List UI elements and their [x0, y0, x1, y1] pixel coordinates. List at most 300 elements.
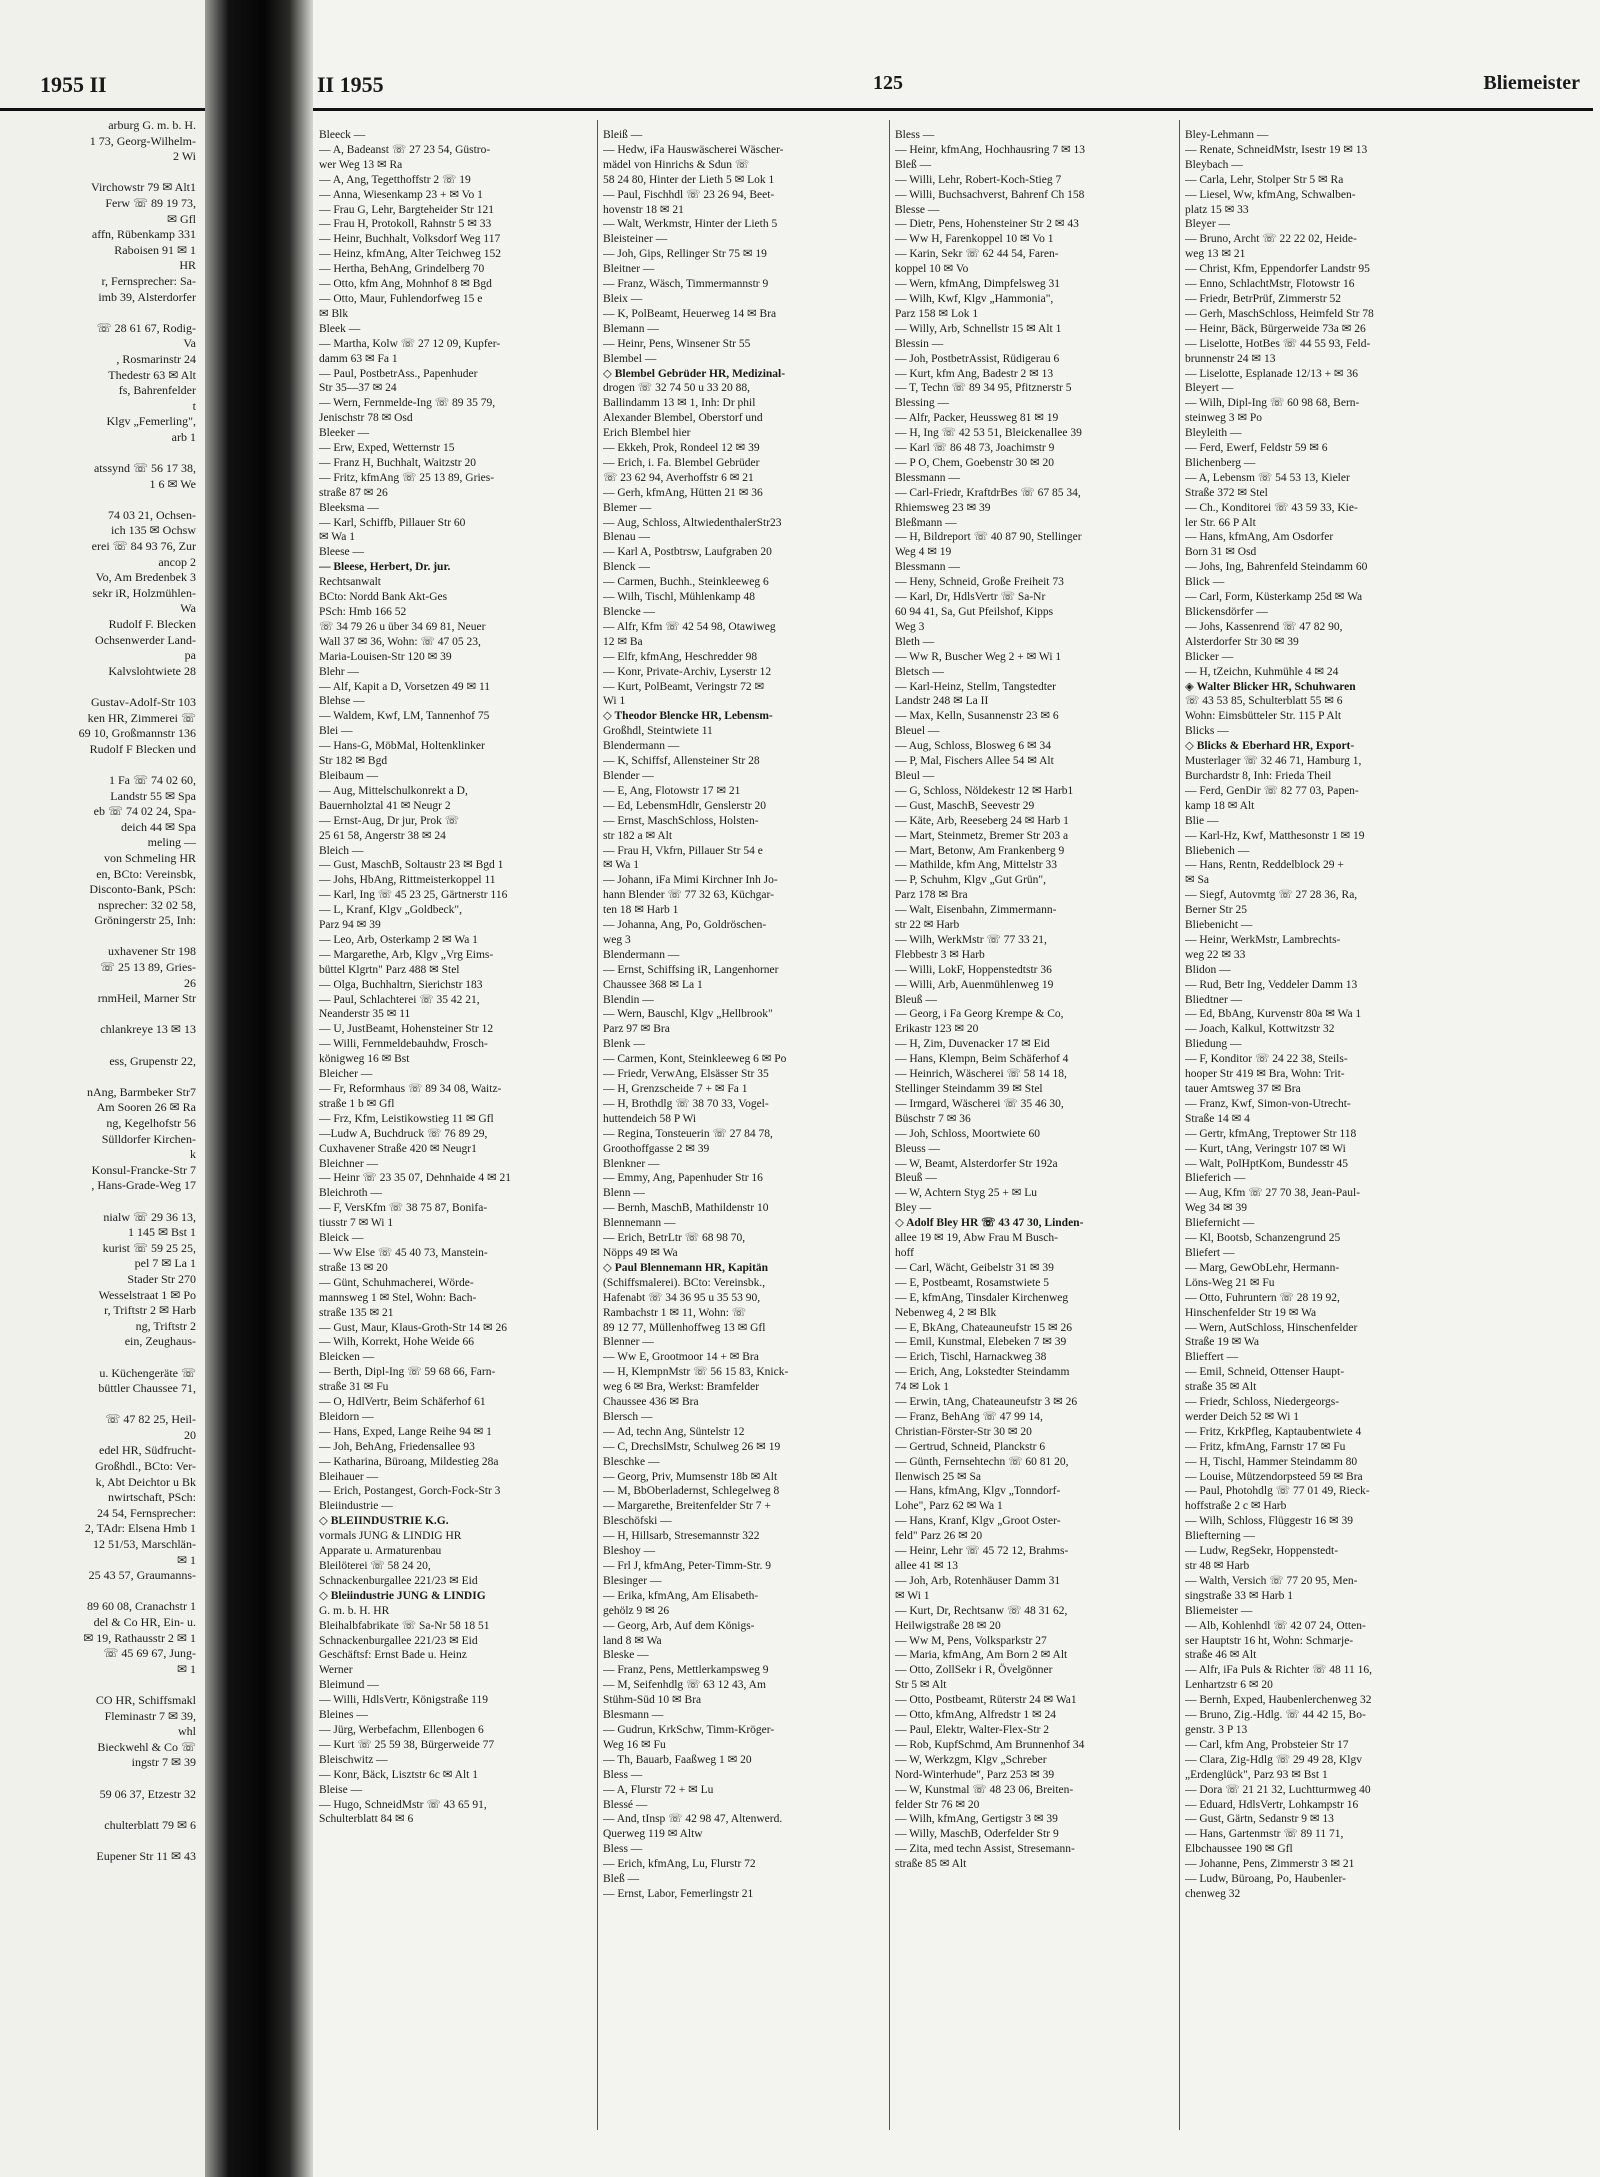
directory-entry-line: Bleth — [895, 635, 935, 648]
directory-entry-line: Fleminastr 7 ✉ 39, [104, 1708, 196, 1723]
directory-entry-line: ☏ 43 53 85, Schulterblatt 55 ✉ 6 [1185, 695, 1343, 708]
directory-entry-line: ken HR, Zimmerei ☏ [87, 710, 196, 725]
directory-entry-line: drogen ☏ 32 74 50 u 33 20 88, [603, 382, 750, 395]
directory-entry-line: uxhavener Str 198 [108, 944, 196, 959]
directory-entry-line: — Emmy, Ang, Papenhuder Str 16 [603, 1172, 763, 1185]
directory-entry-line: ◇ Adolf Bley HR ☏ 43 47 30, Linden- [895, 1217, 1084, 1230]
directory-entry-line: Bleicken — [319, 1351, 375, 1364]
directory-entry-line: — W, Beamt, Alsterdorfer Str 192a [895, 1157, 1058, 1170]
directory-entry-line: Blidon — [1185, 963, 1231, 976]
directory-entry-line: Blesse — [895, 203, 940, 216]
directory-entry-line: imb 39, Alsterdorfer [98, 289, 196, 304]
book-gutter [205, 0, 313, 2177]
directory-entry-line: deich 44 ✉ Spa [120, 819, 196, 834]
directory-entry-line: Blenau — [603, 531, 650, 544]
directory-entry-line: — Mathilde, kfm Ang, Mittelstr 33 [895, 859, 1057, 872]
directory-entry-line: wer Weg 13 ✉ Ra [319, 158, 403, 171]
directory-entry-line: straße 46 ✉ Alt [1185, 1649, 1257, 1662]
directory-entry-line: Stühm-Süd 10 ✉ Bra [603, 1694, 702, 1707]
directory-entry-line: — H, Brothdlg ☏ 38 70 33, Vogel- [603, 1097, 769, 1110]
directory-entry-line: Burchardstr 8, Inh: Frieda Theil [1185, 769, 1332, 782]
right-page-header-left: II 1955 [317, 72, 384, 97]
directory-entry-line: Lenhartzstr 6 ✉ 20 [1185, 1679, 1273, 1692]
directory-entry-line: — W, Werkzgm, Klgv „Schreber [895, 1753, 1047, 1766]
directory-entry-line: Musterlager ☏ 32 46 71, Hamburg 1, [1185, 755, 1362, 768]
directory-entry-line: — Frau H, Protokoll, Rahnstr 5 ✉ 33 [319, 218, 492, 231]
directory-entry-line: — Hans, Klempn, Beim Schäferhof 4 [895, 1053, 1069, 1066]
directory-entry-line: — Irmgard, Wäscherei ☏ 35 46 30, [895, 1097, 1064, 1110]
directory-entry-line: Bliebenicht — [1185, 919, 1253, 932]
directory-entry-line: Bauernholztal 41 ✉ Neugr 2 [319, 799, 451, 812]
directory-entry-line: Wesselstraat 1 ✉ Po [98, 1287, 196, 1302]
directory-entry-line: — Fritz, KrkPfleg, Kaptaubentwiete 4 [1185, 1425, 1362, 1438]
directory-entry-line: Blendin — [603, 993, 654, 1006]
directory-entry-line: Bleuß — [895, 1172, 937, 1185]
directory-entry-line: Rechtsanwalt [319, 576, 381, 589]
directory-entry-line: 74 03 21, Ochsen- [108, 507, 196, 522]
directory-entry-line: Bliefterning — [1185, 1530, 1255, 1543]
directory-entry-line: Bleeck — [319, 129, 366, 141]
directory-entry-line: nialw ☏ 29 36 13, [103, 1209, 196, 1224]
directory-entry-line: — H, Ing ☏ 42 53 51, Bleickenallee 39 [895, 427, 1082, 440]
directory-entry-line: — Erwin, tAng, Chateauneufstr 3 ✉ 26 [895, 1396, 1078, 1409]
directory-entry-line: 12 51/53, Marschlän- [93, 1537, 196, 1552]
directory-entry-line: 89 60 08, Cranachstr 1 [87, 1599, 196, 1614]
directory-entry-line: hoff [895, 1246, 914, 1259]
directory-entry-line: Bleeksma — [319, 501, 379, 514]
directory-entry-line: Büschstr 7 ✉ 36 [895, 1112, 971, 1125]
directory-entry-line: — Johanne, Pens, Zimmerstr 3 ✉ 21 [1185, 1858, 1355, 1871]
directory-entry-line: straße 31 ✉ Fu [319, 1381, 389, 1394]
directory-entry-line: — Gust, Maur, Klaus-Groth-Str 14 ✉ 26 [319, 1321, 508, 1334]
directory-entry-line: ✉ 1 [176, 1661, 196, 1676]
directory-entry-line [0, 757, 200, 773]
directory-entry-line: — Otto, ZollSekr i R, Övelgönner [895, 1664, 1053, 1677]
directory-entry-line: Blenkner — [603, 1157, 660, 1170]
directory-entry-line: — Heinr, Buchhalt, Volksdorf Weg 117 [319, 233, 501, 246]
directory-entry-line: Blessing — [895, 397, 949, 410]
directory-entry-line: — E, Postbeamt, Rosamstwiete 5 [895, 1276, 1049, 1289]
directory-entry-line: Parz 178 ✉ Bra [895, 889, 968, 902]
directory-entry-line: Maria-Louisen-Str 120 ✉ 39 [319, 650, 452, 663]
directory-entry-line: hoffstraße 2 c ✉ Harb [1185, 1500, 1287, 1513]
directory-entry-line: Bleß — [603, 1873, 640, 1886]
directory-entry-line: Weg 34 ✉ 39 [1185, 1202, 1248, 1215]
directory-entry-line: — Hans, Kranf, Klgv „Groot Oster- [895, 1515, 1061, 1528]
directory-entry-line: ◈ Walter Blicker HR, Schuhwaren [1185, 680, 1356, 693]
directory-entry-line: Blender — [603, 769, 654, 782]
directory-entry-line: ◇ BLEIINDUSTRIE K.G. [319, 1515, 449, 1528]
directory-entry-line: ☏ 45 69 67, Jung- [103, 1646, 196, 1661]
directory-entry-line: Stellinger Steindamm 39 ✉ Stel [895, 1083, 1043, 1095]
directory-entry-line: k, Abt Deichtor u Bk [95, 1474, 196, 1489]
directory-entry-line: Querweg 119 ✉ Altw [603, 1828, 703, 1841]
directory-entry-line: — Siegf, Autovmtg ☏ 27 28 36, Ra, [1185, 889, 1358, 902]
directory-entry-line: — Kurt, tAng, Veringstr 107 ✉ Wi [1185, 1142, 1346, 1155]
directory-entry-line: brunnenstr 24 ✉ 13 [1185, 352, 1276, 365]
directory-entry-line: — A, Badeanst ☏ 27 23 54, Güstro- [319, 143, 491, 156]
directory-entry-line: — H, tZeichn, Kuhmühle 4 ✉ 24 [1185, 665, 1339, 678]
directory-entry-line: — Hans, Rentn, Reddelblock 29 + [1185, 859, 1344, 872]
directory-entry-line: erei ☏ 84 93 76, Zur [91, 539, 196, 554]
directory-entry-line: — Wilh, Korrekt, Hohe Weide 66 [319, 1336, 475, 1349]
directory-entry-line: 69 10, Großmannstr 136 [78, 726, 196, 741]
directory-entry-line: — Aug, Schloss, Blosweg 6 ✉ 34 [895, 740, 1051, 753]
directory-entry-line: 2 Wi [173, 149, 196, 164]
directory-entry-line: 1 145 ✉ Bst 1 [127, 1225, 196, 1240]
directory-entry-line: edel HR, Südfrucht- [99, 1443, 196, 1458]
directory-entry-line: Parz 158 ✉ Lok 1 [895, 307, 979, 320]
directory-entry-line: 25 43 57, Graumanns- [88, 1568, 196, 1583]
directory-entry-line: Blessin — [895, 337, 944, 350]
directory-entry-line: — Willi, Lehr, Robert-Koch-Stieg 7 [895, 173, 1062, 186]
directory-entry-line: Bleihauer — [319, 1470, 379, 1483]
directory-entry-line: Blessmann — [895, 561, 960, 574]
directory-entry-line: PSch: Hmb 166 52 [319, 606, 407, 618]
directory-entry-line: Bleßmann — [895, 516, 957, 529]
directory-entry-line: Bley — [895, 1202, 932, 1215]
directory-entry-line: Ilenwisch 25 ✉ Sa [895, 1470, 981, 1483]
directory-entry-line: Bleyleith — [1185, 427, 1242, 440]
directory-entry-line: — Franz, Kwf, Simon-von-Utrecht- [1185, 1097, 1351, 1110]
directory-entry-line: büttel Klgrtn" Parz 488 ✉ Stel [319, 963, 460, 976]
directory-entry-line: huttendeich 58 P Wi [603, 1112, 697, 1125]
directory-entry-line: ng, Triftstr 2 [135, 1318, 196, 1333]
directory-entry-line: — Jürg, Werbefachm, Ellenbogen 6 [319, 1723, 484, 1736]
directory-entry-line: — Zita, med techn Assist, Stresemann- [895, 1843, 1075, 1856]
page-number: 125 [873, 72, 903, 94]
directory-entry-line: ✉ Wi 1 [895, 1589, 930, 1602]
directory-entry-line: Landstr 55 ✉ Spa [110, 788, 196, 803]
directory-entry-line [0, 929, 200, 945]
directory-entry-line: — Karl A, Postbtrsw, Laufgraben 20 [603, 546, 772, 559]
directory-entry-line: — Erich, i. Fa. Blembel Gebrüder [603, 456, 760, 469]
directory-entry-line: Bleick — [319, 1232, 364, 1245]
directory-entry-line: — Erika, kfmAng, Am Elisabeth- [603, 1589, 759, 1602]
directory-entry-line: — Ww R, Buscher Weg 2 + ✉ Wi 1 [895, 650, 1062, 663]
directory-entry-line: Blie — [1185, 814, 1219, 827]
directory-entry-line: — Carl, Wächt, Geibelstr 31 ✉ 39 [895, 1261, 1054, 1274]
directory-entry-line: Groothoffgasse 2 ✉ 39 [603, 1142, 710, 1155]
directory-entry-line: — Heinr, WerkMstr, Lambrechts- [1185, 933, 1341, 946]
directory-entry-line [0, 1069, 200, 1085]
directory-entry-line: Bieckwehl & Co ☏ [97, 1739, 196, 1754]
directory-entry-line: Bleihalbfabrikate ☏ Sa-Nr 58 18 51 [319, 1619, 490, 1632]
directory-entry-line: Blessé — [603, 1798, 648, 1811]
directory-entry-line: — Hans, Exped, Lange Reihe 94 ✉ 1 [319, 1425, 492, 1438]
directory-entry-line: Chaussee 368 ✉ La 1 [603, 978, 703, 991]
directory-entry-line: Heilwigstraße 28 ✉ 20 [895, 1619, 1001, 1632]
directory-entry-line [0, 1802, 200, 1818]
directory-entry-line: — Johanna, Ang, Po, Goldröschen- [603, 919, 767, 932]
directory-entry-line: pel 7 ✉ La 1 [134, 1256, 196, 1271]
directory-entry-line: Neanderstr 35 ✉ 11 [319, 1008, 411, 1021]
directory-entry-line: — Karl, Ing ☏ 45 23 25, Gärtnerstr 116 [319, 889, 508, 902]
directory-entry-line: — Margarethe, Breitenfelder Str 7 + [603, 1500, 771, 1513]
directory-entry-line: — Friedr, BetrPrüf, Zimmerstr 52 [1185, 292, 1342, 305]
directory-entry-line: — L, Kranf, Klgv „Goldbeck", [319, 904, 462, 917]
directory-entry-line: 1 73, Georg-Wilhelm- [89, 133, 196, 148]
directory-entry-line: Hafenabt ☏ 34 36 95 u 35 53 90, [603, 1291, 761, 1304]
directory-entry-line: steinweg 3 ✉ Po [1185, 412, 1263, 425]
directory-entry-line: Bleitner — [603, 263, 655, 276]
directory-entry-line: — Paul, Elektr, Walter-Flex-Str 2 [895, 1723, 1050, 1736]
directory-entry-line: straße 13 ✉ 20 [319, 1261, 388, 1274]
directory-entry-line: ess, Grupenstr 22, [109, 1053, 196, 1068]
directory-entry-line: weg 22 ✉ 33 [1185, 948, 1246, 961]
directory-entry-line [0, 679, 200, 695]
directory-entry-line: — Aug, Mittelschulkonrekt a D, [319, 784, 468, 797]
directory-entry-line: feld" Parz 26 ✉ 20 [895, 1530, 983, 1543]
directory-entry-line: — Karl ☏ 86 48 73, Joachimstr 9 [895, 442, 1055, 455]
directory-entry-line: Rudolf F Blecken und [89, 741, 196, 756]
directory-entry-line: — Ww H, Farenkoppel 10 ✉ Vo 1 [895, 233, 1054, 246]
directory-entry-line: — P O, Chem, Goebenstr 30 ✉ 20 [895, 456, 1055, 469]
directory-entry-line: — F, Konditor ☏ 24 22 38, Steils- [1185, 1053, 1348, 1066]
directory-entry-line: — Max, Kelln, Susannenstr 23 ✉ 6 [895, 710, 1059, 723]
left-header-rule [0, 108, 205, 111]
directory-entry-line: — H, Tischl, Hammer Steindamm 80 [1185, 1455, 1358, 1468]
directory-entry-line: Str 5 ✉ Alt [895, 1679, 947, 1692]
directory-entry-line: Blessmann — [895, 471, 960, 484]
directory-column-1 [319, 128, 587, 2133]
directory-entry-line: — Ludw, RegSekr, Hoppenstedt- [1185, 1545, 1339, 1558]
directory-entry-line: Schnackenburgallee 221/23 ✉ Eid [319, 1634, 478, 1647]
directory-entry-line: Schnackenburgallee 221/23 ✉ Eid [319, 1574, 478, 1587]
directory-entry-line: arb 1 [171, 429, 196, 444]
directory-entry-line: — O, HdlVertr, Beim Schäferhof 61 [319, 1396, 486, 1409]
directory-entry-line: Lohe", Parz 62 ✉ Wa 1 [895, 1500, 1003, 1513]
directory-entry-line: Kalvslohtwiete 28 [108, 663, 196, 678]
directory-entry-line: Klgv „Femerling", [106, 414, 196, 429]
directory-entry-line: arburg G. m. b. H. [108, 118, 196, 132]
directory-entry-line: Blennemann — [603, 1217, 676, 1230]
directory-entry-line: Bleek — [319, 322, 361, 335]
directory-entry-line: — Joh, Gips, Rellinger Str 75 ✉ 19 [603, 248, 767, 261]
directory-entry-line: — Gust, Gärtn, Sedanstr 9 ✉ 13 [1185, 1813, 1334, 1826]
directory-entry-line: — Willy, Arb, Schnellstr 15 ✉ Alt 1 [895, 322, 1062, 335]
directory-entry-line: Bleybach — [1185, 158, 1243, 171]
directory-entry-line: straße 87 ✉ 26 [319, 486, 388, 499]
directory-entry-line: — Konr, Private-Archiv, Lyserstr 12 [603, 665, 772, 678]
directory-entry-line: ◇ Paul Blennemann HR, Kapitän [603, 1261, 769, 1274]
directory-entry-line: — Ernst-Aug, Dr jur, Prok ☏ [319, 814, 460, 827]
directory-entry-line: — Berth, Dipl-Ing ☏ 59 68 66, Farn- [319, 1366, 496, 1379]
directory-entry-line: Bleschke — [603, 1455, 660, 1468]
directory-entry-line: — Kurt, Dr, Rechtsanw ☏ 48 31 62, [895, 1604, 1068, 1617]
directory-entry-line: damm 63 ✉ Fa 1 [319, 352, 398, 365]
directory-entry-line: weg 3 [603, 933, 631, 946]
directory-entry-line: — Gust, MaschB, Soltaustr 23 ✉ Bgd 1 [319, 859, 504, 872]
directory-entry-line: k [190, 1147, 196, 1162]
directory-entry-line: — P, Mal, Fischers Allee 54 ✉ Alt [895, 755, 1054, 768]
directory-entry-line: — Wilh, Kwf, Klgv „Hammonia", [895, 292, 1054, 305]
directory-entry-line: Blencke — [603, 606, 656, 618]
directory-entry-line: weg 13 ✉ 21 [1185, 248, 1246, 261]
directory-entry-line: — Paul, Fischhdl ☏ 23 26 94, Beet- [603, 188, 775, 201]
directory-entry-line: Bliefernicht — [1185, 1217, 1255, 1230]
directory-entry-line: Vo, Am Bredenbek 3 [95, 570, 196, 585]
directory-entry-line: — Otto, Maur, Fuhlendorfweg 15 e [319, 292, 483, 305]
directory-entry-line: — Ww Else ☏ 45 40 73, Manstein- [319, 1246, 488, 1259]
directory-entry-line: affn, Rübenkamp 331 [91, 227, 196, 242]
directory-entry-line: Bleimund — [319, 1679, 379, 1692]
directory-entry-line: — M, BbOberladernst, Schlegelweg 8 [603, 1485, 780, 1498]
directory-entry-line: tauer Amtsweg 37 ✉ Bra [1185, 1083, 1301, 1095]
directory-entry-line: Blersch — [603, 1410, 653, 1423]
directory-entry-line: — Heinr, Pens, Winsener Str 55 [603, 337, 751, 350]
directory-entry-line: — H, Bildreport ☏ 40 87 90, Stellinger [895, 531, 1082, 544]
directory-entry-line: Bliefert — [1185, 1246, 1235, 1259]
directory-entry-line: — Heny, Schneid, Große Freiheit 73 [895, 576, 1064, 589]
directory-entry-line: G. m. b. H. HR [319, 1604, 390, 1617]
directory-entry-line [0, 1194, 200, 1210]
directory-entry-line: werder Deich 52 ✉ Wi 1 [1185, 1410, 1300, 1423]
directory-entry-line: Erich Blembel hier [603, 427, 691, 440]
directory-entry-line: — E, BkAng, Chateauneufstr 15 ✉ 26 [895, 1321, 1072, 1334]
directory-entry-line: Blendermann — [603, 740, 680, 753]
directory-entry-line: rnmHeil, Marner Str [97, 991, 196, 1006]
directory-entry-line: ten 18 ✉ Harb 1 [603, 904, 679, 917]
directory-entry-line: — Th, Bauarb, Faaßweg 1 ✉ 20 [603, 1753, 752, 1766]
directory-entry-line: — Heinrich, Wäscherei ☏ 58 14 18, [895, 1068, 1067, 1081]
directory-entry-line: del & Co HR, Ein- u. [93, 1615, 196, 1629]
directory-entry-line: genstr. 3 P 13 [1185, 1723, 1248, 1736]
directory-entry-line: Blicks — [1185, 725, 1229, 738]
directory-entry-line: — Willi, Buchsachverst, Bahrenf Ch 158 [895, 188, 1085, 201]
directory-entry-line: ingstr 7 ✉ 39 [131, 1755, 196, 1770]
directory-entry-line: Nebenweg 4, 2 ✉ Blk [895, 1306, 997, 1319]
directory-entry-line: — Georg, Arb, Auf dem Königs- [603, 1619, 755, 1632]
directory-entry-line: — Liselotte, Esplanade 12/13 + ✉ 36 [1185, 367, 1358, 380]
directory-entry-line: — Joh, Schloss, Moortwiete 60 [895, 1127, 1041, 1140]
directory-entry-line: CO HR, Schiffsmakl [95, 1692, 196, 1707]
directory-entry-line: — Ferd, Ewerf, Feldstr 59 ✉ 6 [1185, 442, 1328, 455]
directory-entry-line: ✉ 1 [176, 1552, 196, 1567]
directory-entry-line: — E, kfmAng, Tinsdaler Kirchenweg [895, 1291, 1069, 1304]
directory-entry-line: Bleshoy — [603, 1545, 656, 1558]
directory-entry-line: — Karl-Hz, Kwf, Matthesonstr 1 ✉ 19 [1185, 829, 1365, 842]
directory-entry-line: — Gudrun, KrkSchw, Timm-Kröger- [603, 1723, 775, 1736]
directory-entry-line: — Maria, kfmAng, Am Born 2 ✉ Alt [895, 1649, 1068, 1662]
directory-entry-line: Eupener Str 11 ✉ 43 [96, 1848, 196, 1863]
directory-entry-line: Bleul — [895, 769, 935, 782]
directory-entry-line: — Walth, Versich ☏ 77 20 95, Men- [1185, 1574, 1358, 1587]
directory-entry-line: — Carl, kfm Ang, Probsteier Str 17 [1185, 1738, 1349, 1751]
directory-entry-line: — Ad, techn Ang, Süntelstr 12 [603, 1425, 745, 1438]
directory-entry-line: Bletsch — [895, 665, 944, 678]
directory-entry-line: — A, Lebensm ☏ 54 53 13, Kieler [1185, 471, 1350, 484]
directory-entry-line: Gustav-Adolf-Str 103 [91, 694, 196, 709]
directory-entry-line: 1 6 ✉ We [149, 476, 196, 491]
directory-entry-line: Bliedtner — [1185, 993, 1243, 1006]
directory-entry-line: Rhiemsweg 23 ✉ 39 [895, 501, 991, 514]
directory-entry-line: — H, Grenzscheide 7 + ✉ Fa 1 [603, 1083, 748, 1095]
directory-entry-line: — M, Seifenhdlg ☏ 63 12 43, Am [603, 1679, 766, 1692]
directory-entry-line: chlankreye 13 ✉ 13 [100, 1022, 196, 1037]
directory-entry-line: büttler Chaussee 71, [98, 1381, 196, 1396]
directory-entry-line: — Paul, PostbetrAss., Papenhuder [319, 367, 478, 380]
directory-entry-line: Blieferich — [1185, 1172, 1246, 1185]
directory-entry-line: — And, tInsp ☏ 42 98 47, Altenwerd. [603, 1813, 783, 1826]
directory-entry-line: Bleibaum — [319, 769, 379, 782]
directory-entry-line: eb ☏ 74 02 24, Spa- [93, 804, 196, 819]
directory-entry-line: — H, Zim, Duvenacker 17 ✉ Eid [895, 1038, 1050, 1051]
directory-entry-line: Straße 19 ✉ Wa [1185, 1336, 1259, 1349]
directory-entry-line: Cuxhavener Straße 420 ✉ Neugr1 [319, 1142, 477, 1155]
directory-entry-line: ✉ 19, Rathausstr 2 ✉ 1 [83, 1630, 196, 1645]
directory-entry-line: — Otto, kfmAng, Alfredstr 1 ✉ 24 [895, 1709, 1057, 1722]
directory-entry-line: fs, Bahrenfelder [118, 383, 196, 398]
directory-entry-line: — Heinr ☏ 23 35 07, Dehnhaide 4 ✉ 21 [319, 1172, 512, 1185]
directory-entry-line: Blesinger — [603, 1574, 662, 1587]
directory-entry-line: — Erich, Tischl, Harnackweg 38 [895, 1351, 1047, 1364]
directory-entry-line [0, 492, 200, 508]
directory-entry-line: — Alfr, Kfm ☏ 42 54 98, Otawiweg [603, 620, 776, 633]
directory-entry-line: Blei — [319, 725, 353, 738]
directory-entry-line: Berner Str 25 [1185, 904, 1247, 917]
directory-entry-line: Ballindamm 13 ✉ 1, Inh: Dr phil [603, 397, 756, 410]
directory-entry-line: — Otto, Postbeamt, Rüterstr 24 ✉ Wa1 [895, 1694, 1077, 1707]
directory-entry-line [0, 165, 200, 181]
directory-entry-line [0, 1584, 200, 1600]
directory-entry-line: Thedestr 63 ✉ Alt [108, 367, 196, 382]
directory-entry-line: kurist ☏ 59 25 25, [102, 1240, 196, 1255]
directory-entry-line: Werner [319, 1664, 353, 1677]
directory-entry-line: — Ernst, Labor, Femerlingstr 21 [603, 1887, 754, 1900]
directory-entry-line: — Hugo, SchneidMstr ☏ 43 65 91, [319, 1798, 487, 1811]
directory-entry-line: Alexander Blembel, Oberstorf und [603, 412, 763, 425]
directory-entry-line: — Rob, KupfSchmd, Am Brunnenhof 34 [895, 1738, 1085, 1751]
directory-entry-line: 12 ✉ Ba [603, 635, 643, 648]
directory-entry-line: — W, Achtern Styg 25 + ✉ Lu [895, 1187, 1037, 1200]
directory-entry-line: — Franz, Wäsch, Timmermannstr 9 [603, 278, 769, 291]
directory-entry-line: — Ferd, GenDir ☏ 82 77 03, Papen- [1185, 784, 1359, 797]
directory-entry-line: Rudolf F. Blecken [108, 617, 196, 631]
directory-entry-line: — Erich, BetrLtr ☏ 68 98 70, [603, 1232, 746, 1245]
directory-entry-line: — Carl, Form, Küsterkamp 25d ✉ Wa [1185, 591, 1363, 604]
directory-entry-line: — Elfr, kfmAng, Heschredder 98 [603, 650, 758, 663]
directory-entry-line: atssynd ☏ 56 17 38, [93, 461, 196, 476]
directory-entry-line: ◇ Blembel Gebrüder HR, Medizinal- [603, 367, 786, 380]
directory-entry-line: Blehr — [319, 665, 359, 678]
directory-column-2 [603, 128, 871, 2133]
directory-entry-line: Blick — [1185, 576, 1225, 589]
directory-entry-line: — H, Hillsarb, Stresemannstr 322 [603, 1530, 760, 1543]
directory-entry-line: — Rud, Betr Ing, Veddeler Damm 13 [1185, 978, 1358, 991]
directory-entry-line: 2, TAdr: Elsena Hmb 1 [84, 1521, 196, 1536]
directory-entry-line: str 48 ✉ Harb [1185, 1560, 1250, 1572]
directory-entry-line: Konsul-Francke-Str 7 [91, 1162, 196, 1177]
directory-entry-line: — Bernh, MaschB, Mathildenstr 10 [603, 1202, 769, 1215]
directory-entry-line: — Ww E, Grootmoor 14 + ✉ Bra [603, 1351, 759, 1364]
directory-entry-line: ser Hauptstr 16 ht, Wohn: Schmarje- [1185, 1634, 1354, 1647]
directory-entry-line: ancop 2 [158, 554, 196, 569]
directory-entry-line: Löns-Weg 21 ✉ Fu [1185, 1276, 1275, 1289]
directory-entry-line: Bleuß — [895, 993, 937, 1006]
left-page-column [0, 118, 200, 2123]
directory-entry-line: — T, Techn ☏ 89 34 95, Pfitznerstr 5 [895, 382, 1072, 395]
directory-entry-line: — Walt, Werkmstr, Hinter der Lieth 5 [603, 218, 778, 231]
directory-entry-line: — Dietr, Pens, Hohensteiner Str 2 ✉ 43 [895, 218, 1079, 231]
directory-entry-line: — Hans, Gartenmstr ☏ 89 11 71, [1185, 1828, 1344, 1841]
directory-entry-line: — Joh, PostbetrAssist, Rüdigerau 6 [895, 352, 1060, 365]
directory-entry-line: — Karl, Dr, HdlsVertr ☏ Sa-Nr [895, 591, 1046, 604]
directory-entry-line: 26 [184, 975, 196, 990]
directory-entry-line: Bleiß — [603, 129, 643, 141]
directory-entry-line: — Gerh, kfmAng, Hütten 21 ✉ 36 [603, 486, 763, 499]
directory-entry-line: land 8 ✉ Wa [603, 1634, 662, 1647]
